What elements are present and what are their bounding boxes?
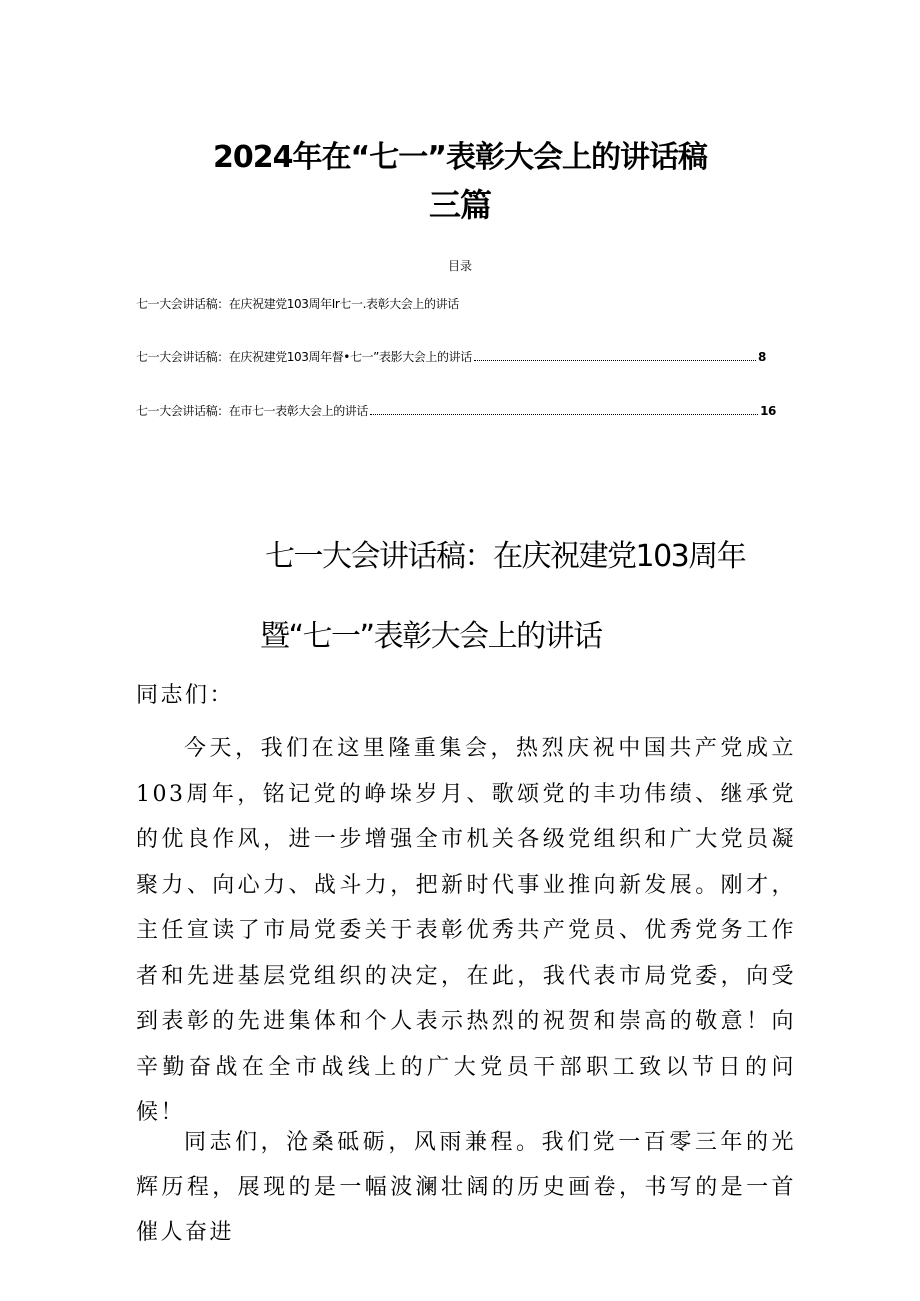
document-title-line1: 2024年在“七一”表彰大会上的讲话稿 [213,140,707,175]
toc-entry-text: 七一大会讲话稿：在庆祝建党103周年督•七一”表影大会上的讲话 [136,350,472,364]
section-title-line2: 暨“七一”表彰大会上的讲话 [260,619,602,654]
toc-heading: 目录 [447,259,472,273]
toc-dot-leader [474,348,756,361]
toc-entry-text: 七一大会讲话稿：在庆祝建党103周年Ir七一.表彰大会上的讲话 [136,297,459,311]
toc-dot-leader [370,402,758,415]
document-title-line2: 三篇 [428,186,491,224]
toc-entry[interactable] [136,402,776,420]
toc-entry-text: 七一大会讲话稿：在市七一表彰大会上的讲话 [136,404,369,418]
section-title-line1: 七一大会讲话稿：在庆祝建党103周年 [265,539,746,574]
toc-entry-page: 16 [760,404,776,418]
toc-entry[interactable] [136,348,766,366]
body-paragraph: 同志们，沧桑砥砺，风雨兼程。我们党一百零三年的光辉历程，展现的是一幅波澜壮阔的历史画卷，书写的是一首催人奋进 [136,1130,796,1245]
toc-entry-page: 8 [758,350,766,364]
toc-entry[interactable] [136,295,556,313]
salutation: 同志们： [136,683,235,708]
body-paragraph: 今天，我们在这里隆重集会，热烈庆祝中国共产党成立103周年，铭记党的峥垛岁月、歌颂党的丰功伟绩、继承党的优良作风，进一步增强全市机关各级党组织和广大党员凝聚力、向心力、战斗力，把新时代事业推向新发展。刚才，主任宣读了市局党委关于表彰优秀共产党员、优秀党务工作者和先进基层党组织的决定，在此，我代表市局党委，向受到表彰的先进集体和个人表示热烈的祝贺和崇高的敬意！向辛勤奋战在全市战线上的广大党员干部职工致以节日的问候！ [136,736,796,1125]
